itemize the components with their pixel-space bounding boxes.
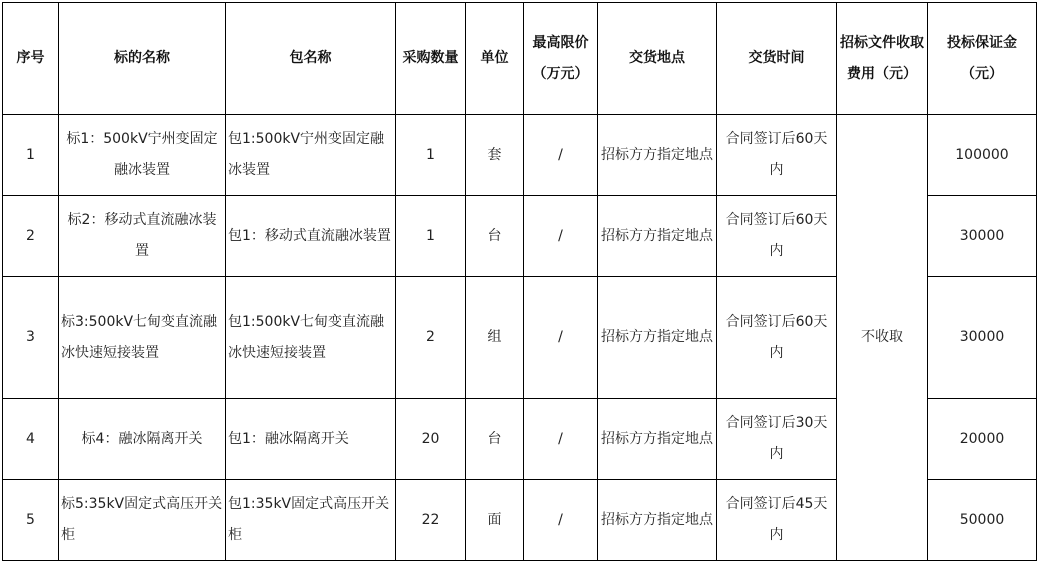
header-deposit: 投标保证金（元） (928, 3, 1037, 115)
cell-package-name: 包1:500kV宁州变固定融冰装置 (226, 115, 396, 196)
cell-delivery-time: 合同签订后30天内 (717, 399, 837, 480)
header-delivery-place: 交货地点 (598, 3, 717, 115)
cell-seq: 5 (3, 480, 59, 561)
cell-max-price: / (524, 115, 598, 196)
cell-package-name: 包1：移动式直流融冰装置 (226, 196, 396, 277)
header-max-price: 最高限价（万元） (524, 3, 598, 115)
cell-qty: 1 (396, 196, 466, 277)
cell-package-name: 包1：融冰隔离开关 (226, 399, 396, 480)
header-doc-fee: 招标文件收取费用（元） (837, 3, 928, 115)
cell-unit: 台 (466, 196, 524, 277)
cell-qty: 2 (396, 277, 466, 399)
cell-delivery-place: 招标方方指定地点 (598, 196, 717, 277)
cell-seq: 1 (3, 115, 59, 196)
cell-unit: 组 (466, 277, 524, 399)
cell-deposit: 20000 (928, 399, 1037, 480)
tender-table (2, 2, 1037, 561)
cell-qty: 1 (396, 115, 466, 196)
cell-qty: 22 (396, 480, 466, 561)
cell-max-price: / (524, 196, 598, 277)
table-header-row (3, 3, 1037, 115)
cell-max-price: / (524, 277, 598, 399)
cell-deposit: 50000 (928, 480, 1037, 561)
cell-delivery-place: 招标方方指定地点 (598, 399, 717, 480)
header-qty: 采购数量 (396, 3, 466, 115)
header-unit: 单位 (466, 3, 524, 115)
cell-package-name: 包1:500kV七甸变直流融冰快速短接装置 (226, 277, 396, 399)
cell-delivery-place: 招标方方指定地点 (598, 480, 717, 561)
cell-doc-fee: 不收取 (837, 115, 928, 561)
cell-seq: 2 (3, 196, 59, 277)
cell-lot-name: 标3:500kV七甸变直流融冰快速短接装置 (59, 277, 226, 399)
cell-delivery-time: 合同签订后60天内 (717, 277, 837, 399)
cell-seq: 4 (3, 399, 59, 480)
cell-delivery-time: 合同签订后45天内 (717, 480, 837, 561)
cell-lot-name: 标4：融冰隔离开关 (59, 399, 226, 480)
cell-delivery-time: 合同签订后60天内 (717, 115, 837, 196)
cell-unit: 套 (466, 115, 524, 196)
cell-delivery-time: 合同签订后60天内 (717, 196, 837, 277)
cell-lot-name: 标5:35kV固定式高压开关柜 (59, 480, 226, 561)
cell-delivery-place: 招标方方指定地点 (598, 115, 717, 196)
cell-lot-name: 标1：500kV宁州变固定融冰装置 (59, 115, 226, 196)
cell-unit: 面 (466, 480, 524, 561)
cell-seq: 3 (3, 277, 59, 399)
cell-package-name: 包1:35kV固定式高压开关柜 (226, 480, 396, 561)
cell-unit: 台 (466, 399, 524, 480)
cell-deposit: 30000 (928, 277, 1037, 399)
cell-qty: 20 (396, 399, 466, 480)
cell-lot-name: 标2：移动式直流融冰装置 (59, 196, 226, 277)
cell-max-price: / (524, 399, 598, 480)
table-row (3, 115, 1037, 196)
header-delivery-time: 交货时间 (717, 3, 837, 115)
header-seq: 序号 (3, 3, 59, 115)
cell-max-price: / (524, 480, 598, 561)
header-package-name: 包名称 (226, 3, 396, 115)
cell-delivery-place: 招标方方指定地点 (598, 277, 717, 399)
header-lot-name: 标的名称 (59, 3, 226, 115)
cell-deposit: 100000 (928, 115, 1037, 196)
cell-deposit: 30000 (928, 196, 1037, 277)
